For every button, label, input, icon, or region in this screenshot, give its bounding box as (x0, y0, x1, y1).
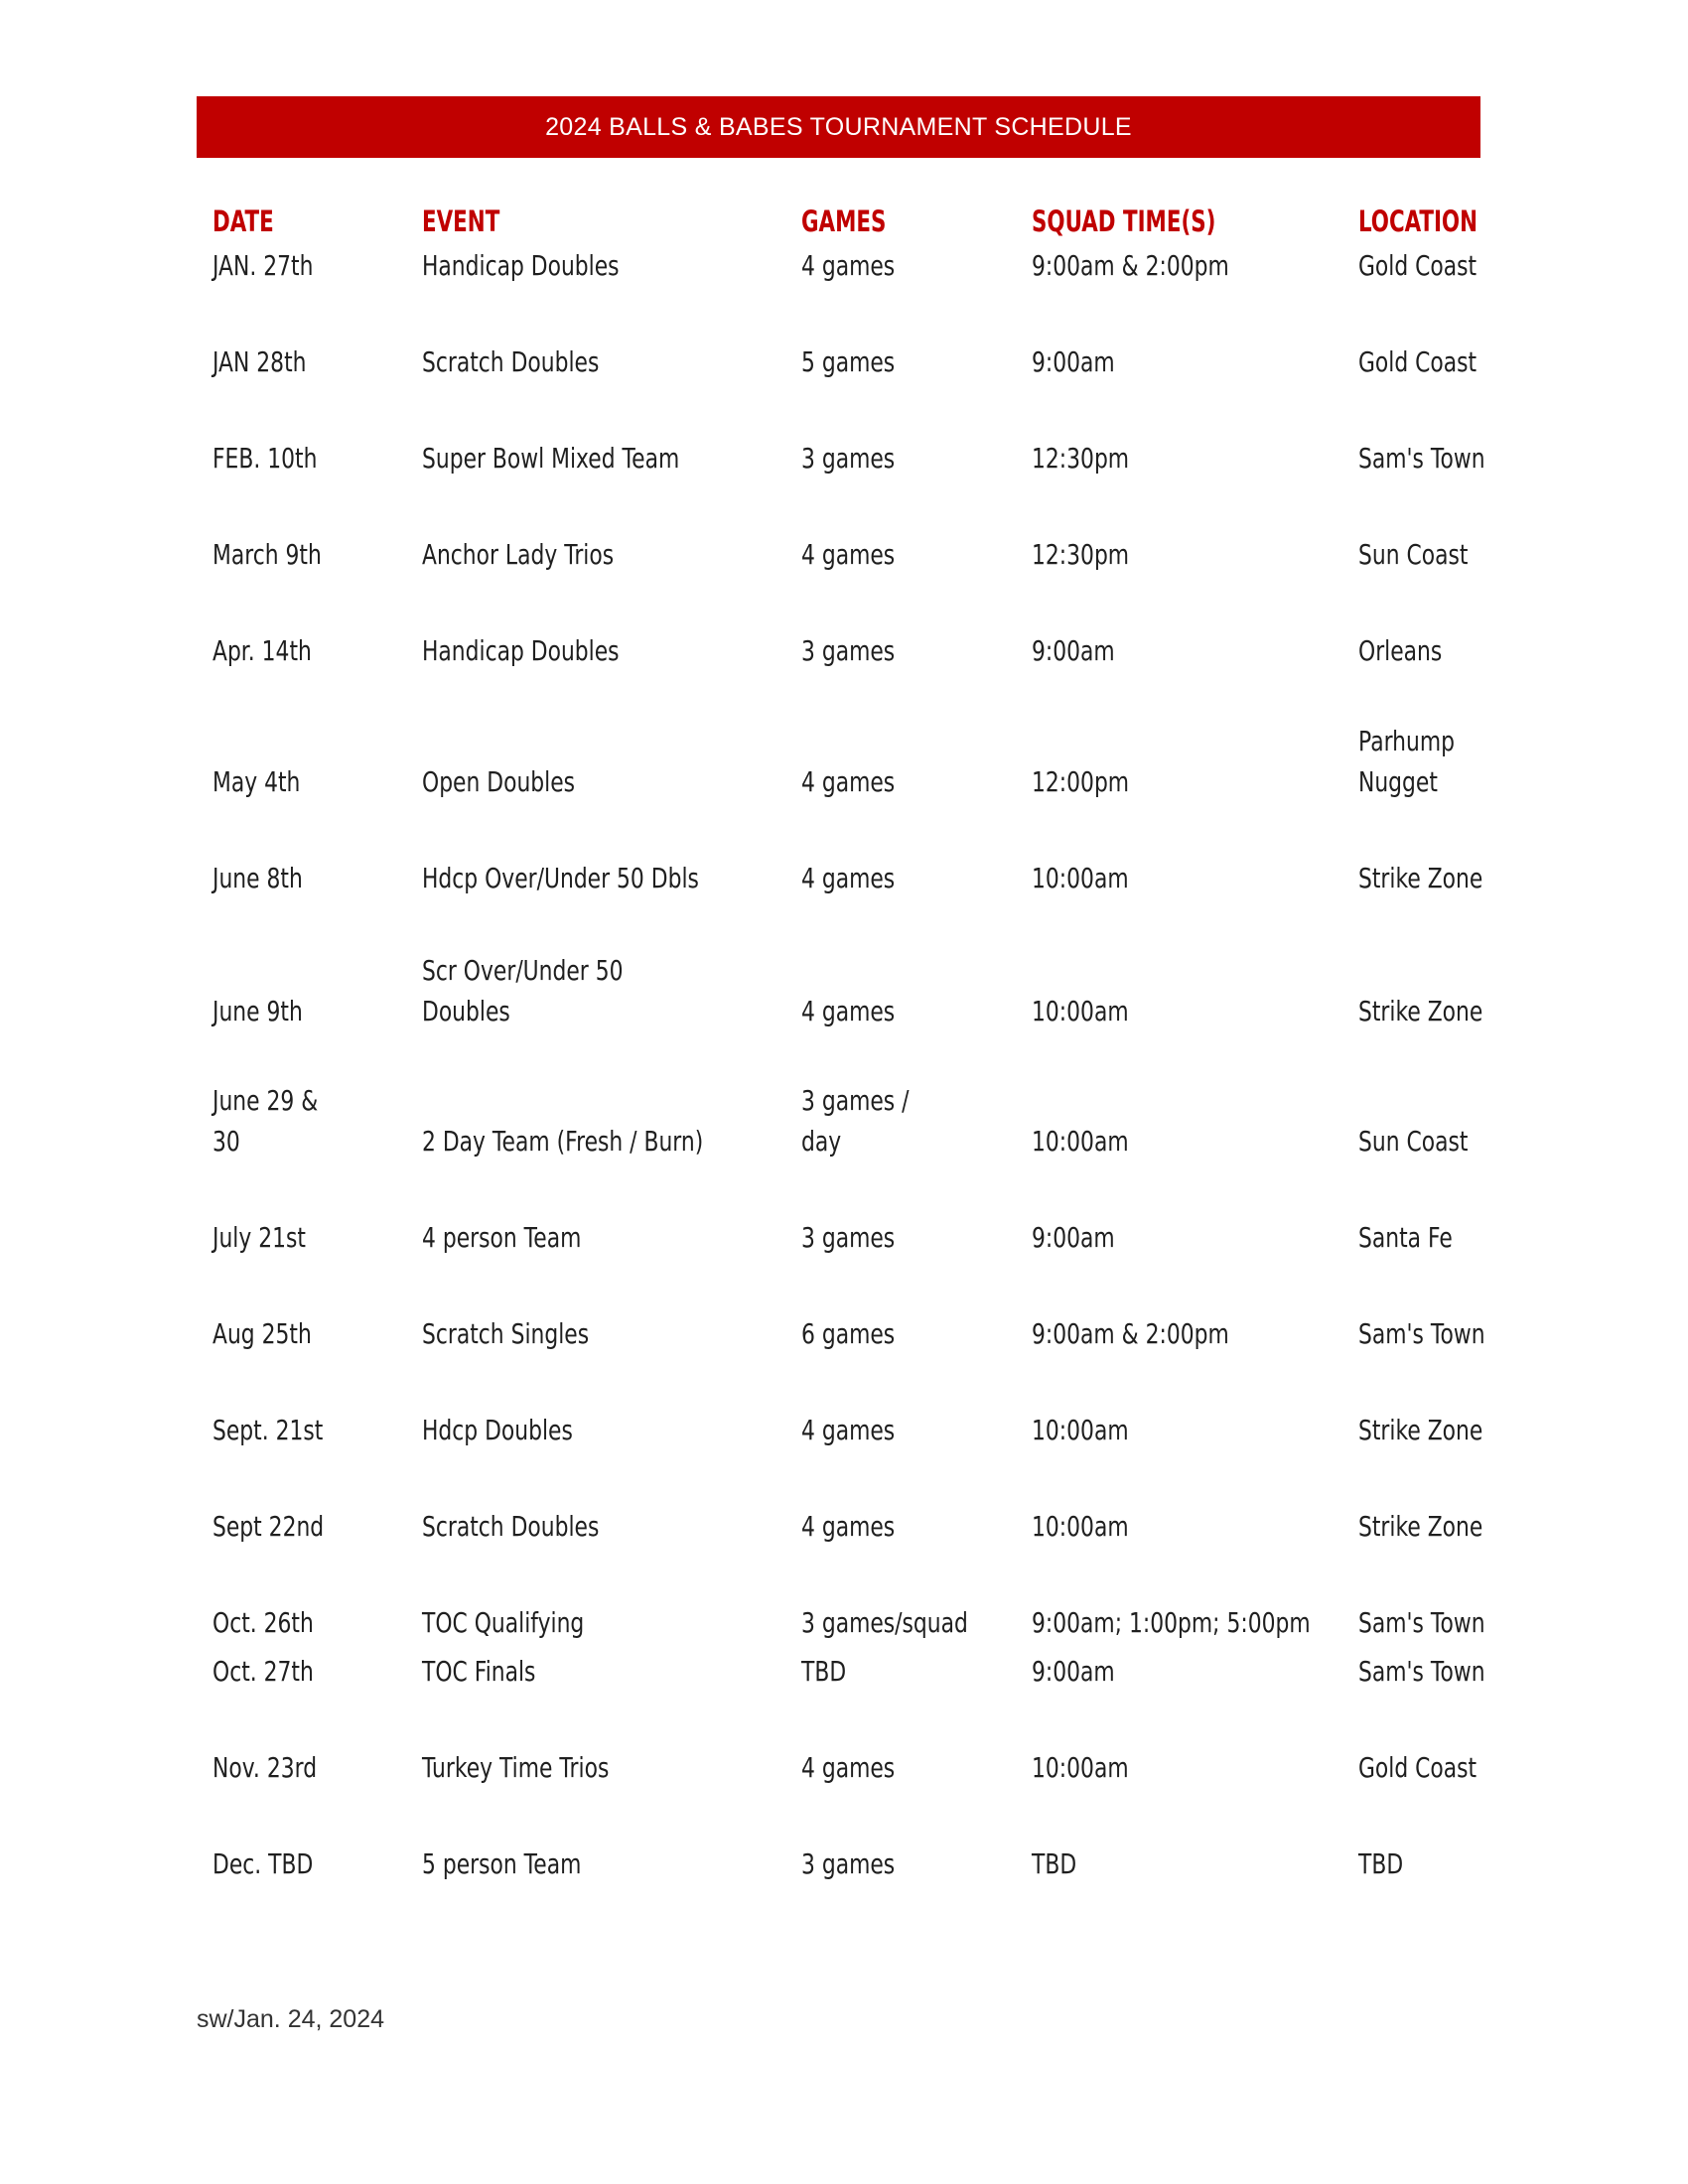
cell-event: Open Doubles (422, 765, 576, 798)
cell-games: 3 games (801, 634, 896, 667)
table-row (0, 944, 1688, 1031)
cell-date: Nov. 23rd (212, 1751, 318, 1784)
cell-squad-time: 9:00am (1032, 345, 1115, 378)
cell-event: 4 person Team (422, 1221, 582, 1254)
cell-event: Anchor Lady Trios (422, 538, 615, 571)
cell-date: Oct. 27th (212, 1655, 314, 1688)
table-row (0, 1407, 1688, 1450)
table-row (0, 855, 1688, 898)
cell-location: Sun Coast (1358, 538, 1469, 571)
cell-squad-time: 9:00am (1032, 1221, 1115, 1254)
cell-date: Sept. 21st (212, 1414, 324, 1446)
cell-location: Sam's Town (1358, 442, 1485, 475)
table-row (0, 1841, 1688, 1884)
schedule-title: 2024 BALLS & BABES TOURNAMENT SCHEDULE (545, 112, 1132, 141)
cell-squad-time: 10:00am (1032, 862, 1129, 894)
cell-location: Gold Coast (1358, 249, 1477, 282)
cell-games: TBD (801, 1655, 847, 1688)
cell-games: 3 games / day (801, 1084, 910, 1158)
cell-location: Gold Coast (1358, 1751, 1477, 1784)
cell-squad-time: 9:00am; 1:00pm; 5:00pm (1032, 1606, 1311, 1639)
table-row (0, 1648, 1688, 1692)
cell-squad-time: 9:00am (1032, 634, 1115, 667)
cell-location: Sam's Town (1358, 1317, 1485, 1350)
cell-squad-time: 12:00pm (1032, 765, 1130, 798)
table-row (0, 627, 1688, 671)
cell-games: 4 games (801, 1414, 896, 1446)
cell-location: Strike Zone (1358, 1510, 1483, 1543)
cell-event: Scratch Doubles (422, 1510, 600, 1543)
table-row (0, 1599, 1688, 1643)
cell-location: Sam's Town (1358, 1606, 1485, 1639)
cell-event: TOC Qualifying (422, 1606, 585, 1639)
cell-date: Oct. 26th (212, 1606, 314, 1639)
cell-date: FEB. 10th (212, 442, 318, 475)
cell-squad-time: 10:00am (1032, 1510, 1129, 1543)
header-event: EVENT (422, 205, 500, 238)
cell-date: JAN 28th (212, 345, 307, 378)
cell-squad-time: TBD (1032, 1847, 1077, 1880)
cell-location: Strike Zone (1358, 995, 1483, 1027)
cell-event: Scr Over/Under 50 Doubles (422, 954, 624, 1027)
cell-date: May 4th (212, 765, 301, 798)
table-row (0, 1214, 1688, 1258)
header-location: LOCATION (1358, 205, 1478, 238)
table-row (0, 435, 1688, 478)
cell-squad-time: 10:00am (1032, 1414, 1129, 1446)
cell-games: 3 games/squad (801, 1606, 968, 1639)
cell-location: TBD (1358, 1847, 1404, 1880)
cell-games: 4 games (801, 538, 896, 571)
cell-games: 6 games (801, 1317, 896, 1350)
cell-location: Orleans (1358, 634, 1443, 667)
cell-games: 4 games (801, 995, 896, 1027)
title-banner (197, 96, 1480, 158)
cell-games: 3 games (801, 1847, 896, 1880)
header-date: DATE (212, 205, 274, 238)
table-row (0, 339, 1688, 382)
cell-event: Scratch Singles (422, 1317, 590, 1350)
cell-event: Super Bowl Mixed Team (422, 442, 680, 475)
cell-location: Santa Fe (1358, 1221, 1453, 1254)
cell-games: 3 games (801, 1221, 896, 1254)
cell-squad-time: 9:00am & 2:00pm (1032, 249, 1229, 282)
cell-location: Strike Zone (1358, 1414, 1483, 1446)
cell-games: 5 games (801, 345, 896, 378)
cell-games: 4 games (801, 862, 896, 894)
cell-games: 4 games (801, 765, 896, 798)
cell-date: July 21st (212, 1221, 306, 1254)
cell-event: Hdcp Doubles (422, 1414, 573, 1446)
cell-location: Sam's Town (1358, 1655, 1485, 1688)
table-row (0, 715, 1688, 802)
cell-games: 4 games (801, 1751, 896, 1784)
cell-location: Gold Coast (1358, 345, 1477, 378)
cell-event: Scratch Doubles (422, 345, 600, 378)
cell-squad-time: 9:00am (1032, 1655, 1115, 1688)
cell-date: June 9th (212, 995, 303, 1027)
cell-event: Turkey Time Trios (422, 1751, 610, 1784)
cell-date: Dec. TBD (212, 1847, 314, 1880)
table-row (0, 1074, 1688, 1161)
cell-squad-time: 10:00am (1032, 1125, 1129, 1158)
cell-games: 4 games (801, 1510, 896, 1543)
cell-squad-time: 12:30pm (1032, 442, 1130, 475)
cell-squad-time: 10:00am (1032, 1751, 1129, 1784)
cell-date: JAN. 27th (212, 249, 314, 282)
cell-date: June 8th (212, 862, 303, 894)
cell-games: 3 games (801, 442, 896, 475)
table-row (0, 1310, 1688, 1354)
header-squad-times: SQUAD TIME(S) (1032, 205, 1216, 238)
cell-squad-time: 10:00am (1032, 995, 1129, 1027)
cell-event: TOC Finals (422, 1655, 536, 1688)
cell-date: Sept 22nd (212, 1510, 325, 1543)
table-row (0, 1503, 1688, 1547)
header-games: GAMES (801, 205, 887, 238)
cell-event: 5 person Team (422, 1847, 582, 1880)
cell-event: Handicap Doubles (422, 249, 620, 282)
revision-note: sw/Jan. 24, 2024 (197, 2005, 385, 2033)
cell-event: 2 Day Team (Fresh / Burn) (422, 1125, 704, 1158)
cell-location: Sun Coast (1358, 1125, 1469, 1158)
table-header (0, 205, 1688, 244)
cell-location: Strike Zone (1358, 862, 1483, 894)
cell-location: Parhump Nugget (1358, 725, 1456, 798)
cell-squad-time: 12:30pm (1032, 538, 1130, 571)
cell-date: June 29 & 30 (212, 1084, 319, 1158)
cell-date: Aug 25th (212, 1317, 312, 1350)
table-row (0, 1744, 1688, 1788)
cell-event: Hdcp Over/Under 50 Dbls (422, 862, 699, 894)
cell-squad-time: 9:00am & 2:00pm (1032, 1317, 1229, 1350)
cell-games: 4 games (801, 249, 896, 282)
cell-date: Apr. 14th (212, 634, 312, 667)
cell-event: Handicap Doubles (422, 634, 620, 667)
table-row (0, 531, 1688, 575)
table-row (0, 242, 1688, 286)
cell-date: March 9th (212, 538, 322, 571)
